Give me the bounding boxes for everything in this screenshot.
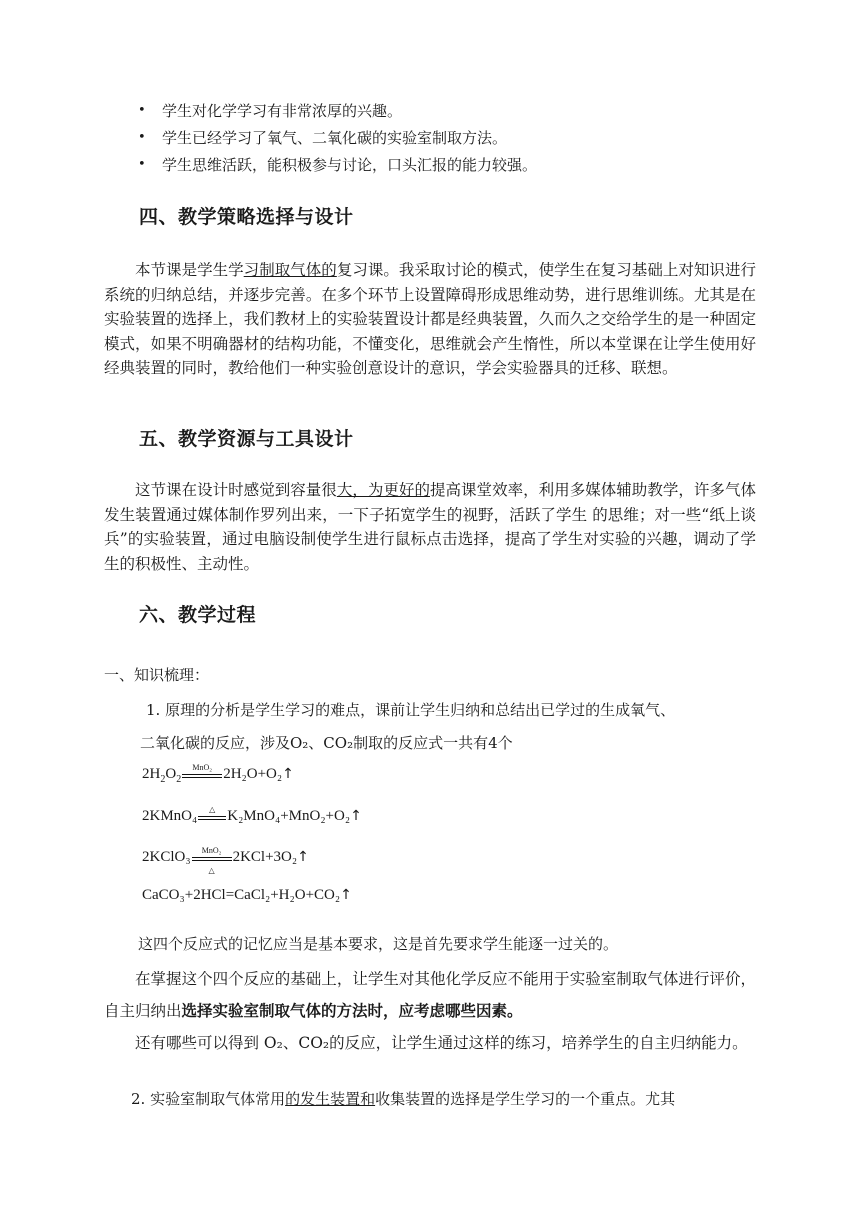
eq-rhs: 2H₂O+O₂ (223, 766, 283, 782)
list-item (138, 100, 778, 127)
bullet-icon: • (138, 103, 146, 118)
list-item-text: 学生对化学学习有非常浓厚的兴趣。 (162, 102, 403, 120)
section-heading-strategy: 四、教学策略选择与设计 (139, 206, 354, 228)
gas-arrow-icon: ↑ (340, 887, 352, 903)
eq-lhs: 2KClO₃ (142, 849, 191, 865)
text-run: 2. 实验室制取气体常用 (131, 1090, 286, 1108)
bold-text: 选择实验室制取气体的方法时，应考虑哪些因素。 (181, 1001, 523, 1020)
underlined-text: 习制取气体的 (243, 261, 337, 279)
underlined-text: 大，为更好的 (336, 481, 430, 499)
memory-paragraph: 这四个反应式的记忆应当是基本要求，这是首先要求学生能逐一过关的。 (138, 935, 619, 953)
student-analysis-list (138, 100, 778, 181)
text-run: 提高课堂效率，利用多媒体辅助教学，许多气体发生装置通过媒体制作罗列出来，一下子拓宽学生的视野，活跃了学生 的思维；对一些“纸上谈兵”的实验装置，通过电脑设制使学生进行鼠标点击选择，提高了学生对实验的兴趣，调动了学生的积极性、主动性。 (104, 481, 756, 573)
evaluation-paragraph (104, 964, 756, 1027)
equation-kmno4 (142, 805, 362, 825)
list-item (138, 154, 778, 181)
condition-heat: △ (209, 805, 216, 814)
section-heading-resources: 五、教学资源与工具设计 (139, 428, 354, 450)
section-heading-process: 六、教学过程 (139, 604, 257, 626)
eq-full: CaCO₃+2HCl=CaCl₂+H₂O+CO₂ (142, 887, 341, 903)
underlined-text: 的发生装置和 (285, 1090, 376, 1108)
item2-line (131, 1088, 675, 1110)
equation-kclo3 (142, 846, 309, 875)
text-run: 收集装置的选择是学生学习的一个重点。尤其 (375, 1090, 676, 1108)
list-item-text: 学生已经学习了氧气、二氧化碳的实验室制取方法。 (162, 129, 508, 147)
eq-rhs: K₂MnO₄+MnO₂+O₂ (227, 808, 351, 824)
text-run: 复习课。我采取讨论的模式，使学生在复习基础上对知识进行系统的归纳总结，并逐步完善。在多个环节上设置障碍形成思维动势，进行思维训练。尤其是在实验装置的选择上，我们教材上的实验装置设计都是经典装置，久而久之交给学生的是一种固定模式，如果不明确器材的结构功能，不懂变化，思维就会产生惰性，所以本堂课在让学生使用好经典装置的同时，教给他们一种实验创意设计的意识，学会实验器具的迁移、联想。 (104, 261, 756, 377)
item1-line2: 二氧化碳的反应，涉及O₂、CO₂制取的反应式一共有4个 (140, 734, 513, 752)
gas-arrow-icon: ↑ (282, 766, 294, 782)
condition-catalyst: MnO₂ (192, 763, 213, 772)
eq-rhs: 2KCl+3O₂ (232, 849, 298, 865)
gas-arrow-icon: ↑ (297, 849, 309, 865)
text-run: 本节课是学生学 (135, 261, 244, 279)
eq-lhs: 2KMnO₄ (142, 808, 198, 824)
text-run: 这节课在设计时感觉到容量很 (135, 481, 337, 499)
gas-arrow-icon: ↑ (350, 808, 362, 824)
bullet-icon: • (138, 130, 146, 145)
equation-h2o2 (142, 763, 294, 785)
equation-caco3 (142, 887, 352, 904)
eq-lhs: $2H_2O_2$ (142, 766, 182, 785)
list-item-text: 学生思维活跃，能积极参与讨论，口头汇报的能力较强。 (162, 156, 538, 174)
strategy-paragraph (104, 258, 756, 381)
bullet-icon: • (138, 157, 146, 172)
item1-line1: 1. 原理的分析是学生学习的难点，课前让学生归纳和总结出已学过的生成氧气、 (146, 701, 676, 719)
other-reactions-paragraph: 还有哪些可以得到 O₂、CO₂的反应，让学生通过这样的练习，培养学生的自主归纳能力。 (135, 1034, 748, 1052)
condition-heat: △ (208, 866, 215, 875)
condition-catalyst: MnO₂ (201, 846, 222, 855)
subheading-knowledge: 一、知识梳理： (104, 666, 210, 684)
resources-paragraph (104, 478, 756, 576)
text-run: 在掌握这个四个反应的基础上，让学生对其他化学反应不能用于实验室制取气体进行评价，自主归纳出 (104, 970, 756, 1020)
list-item (138, 127, 778, 154)
